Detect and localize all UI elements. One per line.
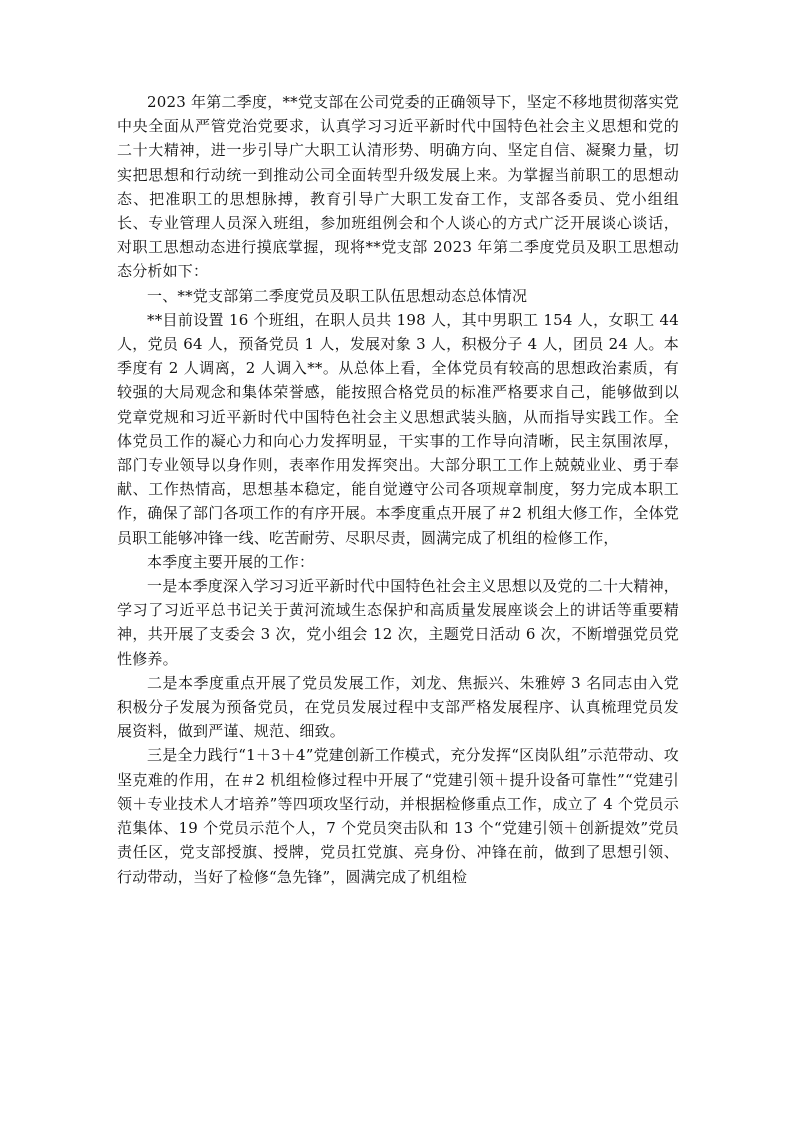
work-item-2: 二是本季度重点开展了党员发展工作，刘龙、焦振兴、朱雅婷 3 名同志由入党积极分子发展为预备党员，在党员发展过程中支部严格发展程序、认真梳理党员发展资料，做到严谨、规范、细致。	[117, 673, 679, 741]
document-page	[117, 90, 679, 889]
overview-paragraph: **目前设置 16 个班组，在职人员共 198 人，其中男职工 154 人，女职工 44 人，党员 64 人，预备党员 1 人，发展对象 3 人，积极分子 4 人，团员 24 人。本季度有 2 人调离，2 人调入**。从总体上看，全体党员有较高的思想政治素质，有较强的大局观念和集体荣誉感，能按照合格党员的标准严格要求自己，能够做到以党章党规和习近平新时代中国特色社会主义思想武装头脑，从而指导实践工作。全体党员工作的凝心力和向心力发挥明显，干实事的工作导向清晰，民主氛围浓厚，部门专业领导以身作则，表率作用发挥突出。大部分职工工作上兢兢业业、勇于奉献、工作热情高，思想基本稳定，能自觉遵守公司各项规章制度，努力完成本职工作，确保了部门各项工作的有序开展。本季度重点开展了＃2 机组大修工作，全体党员职工能够冲锋一线、吃苦耐劳、尽职尽责，圆满完成了机组的检修工作，	[117, 310, 679, 547]
work-heading: 本季度主要开展的工作：	[147, 552, 315, 571]
work-item-3: 三是全力践行“1＋3＋4”党建创新工作模式，充分发挥“区岗队组”示范带动、攻坚克难的作用，在＃2 机组检修过程中开展了“党建引领＋提升设备可靠性”“党建引领＋专业技术人才培养”等四项攻坚行动，并根据检修重点工作，成立了 4 个党员示范集体、19 个党员示范个人，7 个党员突击队和 13 个“党建引领＋创新提效”党员责任区，党支部授旗、授牌，党员扛党旗、亮身份、冲锋在前，做到了思想引领、行动带动，当好了检修“急先锋”，圆满完成了机组检	[117, 746, 679, 886]
section-heading: 一、**党支部第二季度党员及职工队伍思想动态总体情况	[147, 286, 528, 305]
work-item-1: 一是本季度深入学习习近平新时代中国特色社会主义思想以及党的二十大精神，学习了习近平总书记关于黄河流域生态保护和高质量发展座谈会上的讲话等重要精神，共开展了支委会 3 次，党小组会 12 次，主题党日活动 6 次，不断增强党员党性修养。	[117, 577, 680, 668]
intro-paragraph: 2023 年第二季度，**党支部在公司党委的正确领导下，坚定不移地贯彻落实党中央全面从严管党治党要求，认真学习习近平新时代中国特色社会主义思想和党的二十大精神，进一步引导广大职工认清形势、明确方向、坚定自信、凝聚力量，切实把思想和行动统一到推动公司全面转型升级发展上来。为掌握当前职工的思想动态、把准职工的思想脉搏，教育引导广大职工发奋工作，支部各委员、党小组组长、专业管理人员深入班组，参加班组例会和个人谈心的方式广泛开展谈心谈话，对职工思想动态进行摸底掌握，现将**党支部 2023 年第二季度党员及职工思想动态分析如下：	[117, 93, 679, 281]
